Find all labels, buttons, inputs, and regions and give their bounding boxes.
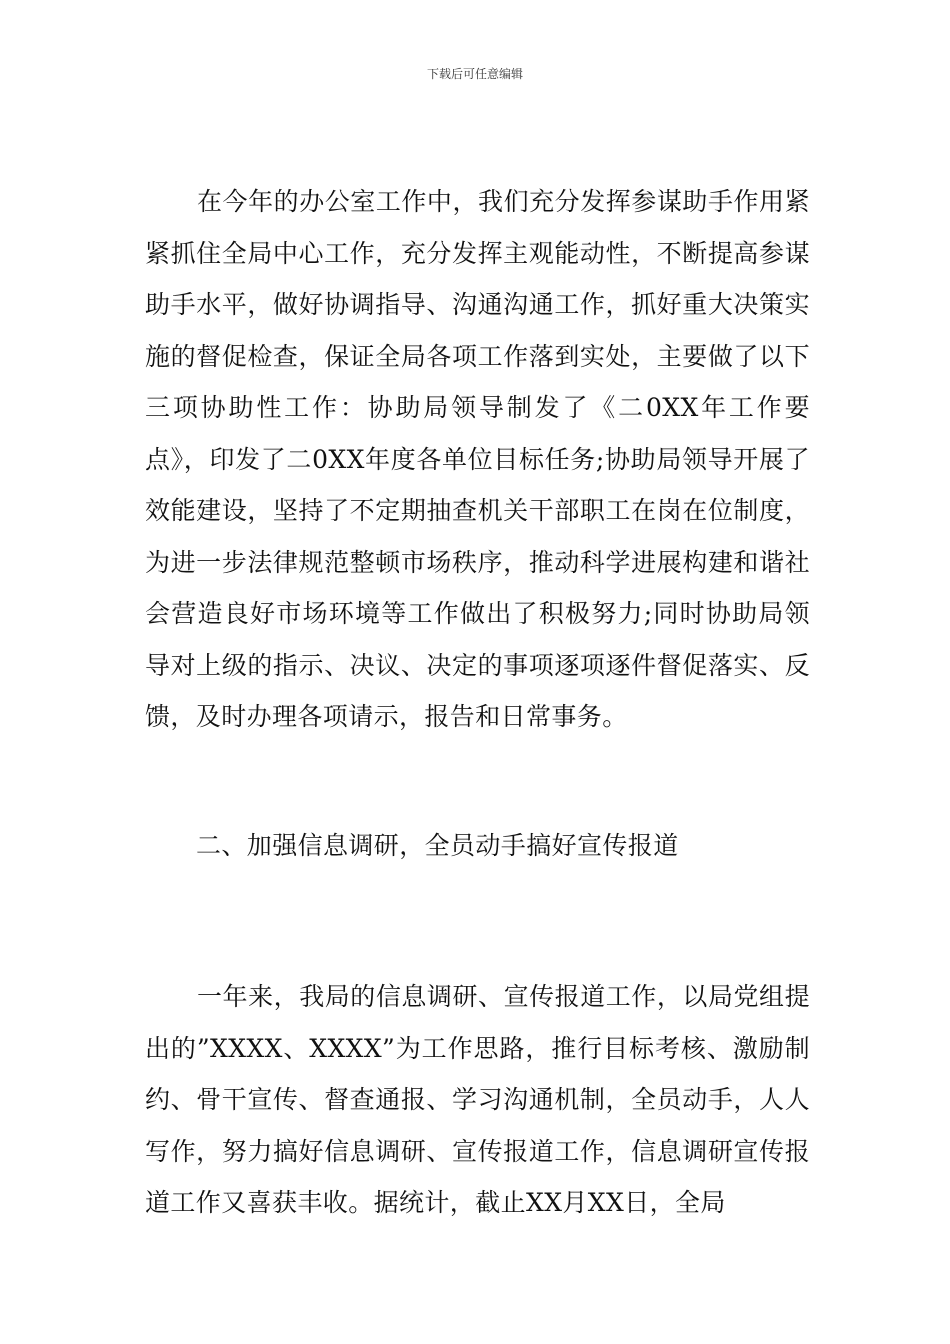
page-header-note: 下载后可任意编辑 <box>426 67 523 81</box>
body-paragraph-information-research: 一年来，我局的信息调研、宣传报道工作，以局党组提出的”XXXX、XXXX”为工作思路，推行目标考核、激励制约、骨干宣传、督查通报、学习沟通机制，全员动手，人人写作，努力搞好信息调研、宣传报道工作，信息调研宣传报道工作又喜获丰收。据统计，截止XX月XX日，全局 <box>145 982 810 1217</box>
section-heading: 二、加强信息调研，全员动手搞好宣传报道 <box>196 831 679 860</box>
body-paragraph-office-work: 在今年的办公室工作中，我们充分发挥参谋助手作用紧紧抓住全局中心工作，充分发挥主观能动性，不断提高参谋助手水平，做好协调指导、沟通沟通工作，抓好重大决策实施的督促检查，保证全局各项工作落到实处，主要做了以下三项协助性工作：协助局领导制发了《二0XX年工作要点》，印发了二0XX年度各单位目标任务;协助局领导开展了效能建设，坚持了不定期抽查机关干部职工在岗在位制度，为进一步法律规范整顿市场秩序，推动科学进展构建和谐社会营造良好市场环境等工作做出了积极努力;同时协助局领导对上级的指示、决议、决定的事项逐项逐件督促落实、反馈，及时办理各项请示，报告和日常事务。 <box>145 187 810 731</box>
